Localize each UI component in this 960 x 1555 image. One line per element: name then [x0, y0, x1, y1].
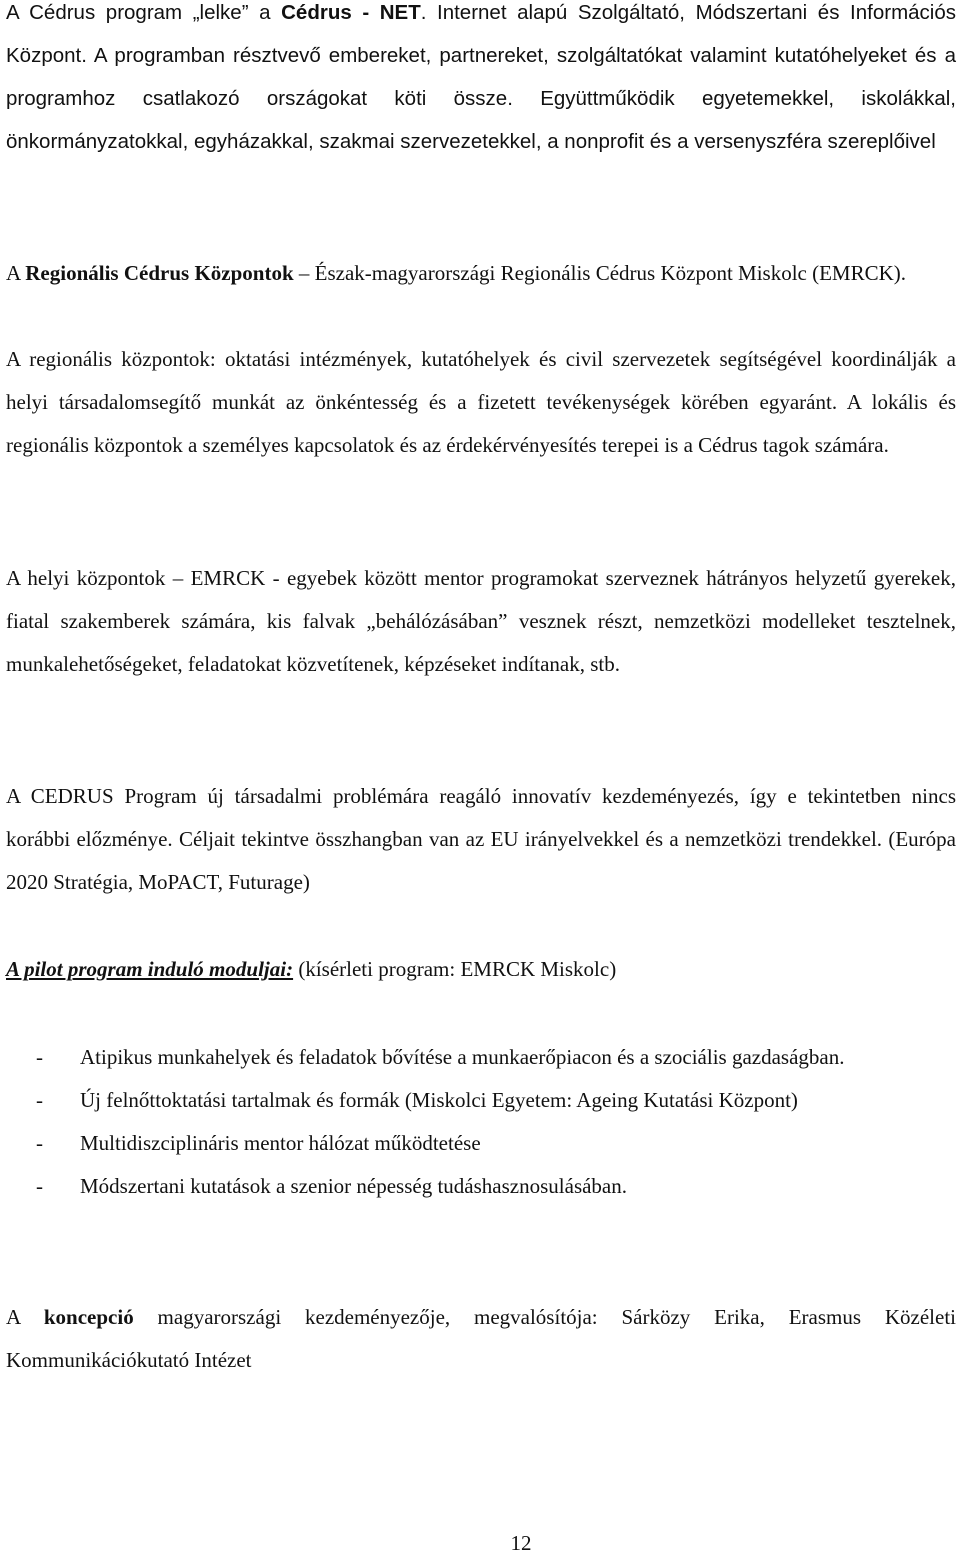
dash-marker: -	[36, 1131, 43, 1155]
list-item	[6, 1165, 956, 1208]
intro-paragraph	[6, 0, 956, 163]
concept-bold: koncepció	[43, 1305, 134, 1329]
pilot-modules-list	[6, 1036, 956, 1208]
cedrus-program-paragraph: A CEDRUS Program új társadalmi problémára reagáló innovatív kezdeményezés, így e tekintetben nincs korábbi előzménye. Céljait tekintve összhangban van az EU irányelvekkel és a nemzetközi trendekkel. (Európa 2020 Stratégia, MoPACT, Futurage)	[6, 784, 956, 894]
pilot-heading-emphasis: A pilot program induló moduljai:	[6, 957, 294, 981]
list-item-text: Multidiszciplináris mentor hálózat működtetése	[80, 1131, 481, 1155]
local-centers-paragraph: A helyi központok – EMRCK - egyebek között mentor programokat szerveznek hátrányos helyzetű gyerekek, fiatal szakemberek számára, kis falvak „behálózásában” vesznek részt, nemzetközi modelleket tesztelnek, munkalehetőségeket, feladatokat közvetítenek, képzéseket indítanak, stb.	[6, 566, 956, 676]
list-item	[6, 1122, 956, 1165]
dash-marker: -	[36, 1088, 43, 1112]
list-item	[6, 1079, 956, 1122]
intro-text-rest: . Internet alapú Szolgáltató, Módszertani és Információs Központ. A programban résztvevő embereket, partnereket, szolgáltatókat valamint kutatóhelyeket és a programhoz csatlakozó országokat köti össze. Együttműködik egyetemekkel, iskolákkal, önkormányzatokkal, egyházakkal, szakmai szervezetekkel, a nonprofit és a versenyszféra szereplőivel	[6, 1, 956, 153]
regional-text-start: A	[6, 261, 26, 285]
regional-text-rest: – Észak-magyarországi Regionális Cédrus Központ Miskolc (EMRCK).	[293, 261, 907, 285]
concept-text-start: A	[6, 1305, 44, 1329]
dash-marker: -	[36, 1174, 43, 1198]
list-item	[6, 1036, 956, 1079]
list-item-text: Új felnőttoktatási tartalmak és formák (Miskolci Egyetem: Ageing Kutatási Központ)	[80, 1088, 798, 1112]
cedrus-net-bold: Cédrus - NET	[281, 1, 421, 24]
pilot-heading-note: (kísérleti program: EMRCK Miskolc)	[293, 957, 617, 981]
concept-paragraph	[6, 1296, 956, 1382]
regional-centers-bold: Regionális Cédrus Központok	[25, 261, 294, 285]
page-number: 12	[510, 1531, 532, 1555]
list-item-text: Atipikus munkahelyek és feladatok bővítése a munkaerőpiacon és a szociális gazdaságban.	[80, 1045, 845, 1069]
regional-centers-paragraph	[6, 252, 956, 295]
dash-marker: -	[36, 1045, 43, 1069]
intro-text-start: A Cédrus program „lelke” a	[6, 1, 282, 24]
concept-text-rest: magyarországi kezdeményezője, megvalósítója: Sárközy Erika, Erasmus Közéleti Kommunikációkutató Intézet	[6, 1305, 956, 1372]
regional-role-paragraph: A regionális központok: oktatási intézmények, kutatóhelyek és civil szervezetek segítségével koordinálják a helyi társadalomsegítő munkát az önkéntesség és a fizetett tevékenységek körében egyaránt. A lokális és regionális központok a személyes kapcsolatok és az érdekérvényesítés terepei is a Cédrus tagok számára.	[6, 347, 956, 457]
pilot-heading	[6, 948, 956, 991]
list-item-text: Módszertani kutatások a szenior népesség tudáshasznosulásában.	[80, 1174, 628, 1198]
